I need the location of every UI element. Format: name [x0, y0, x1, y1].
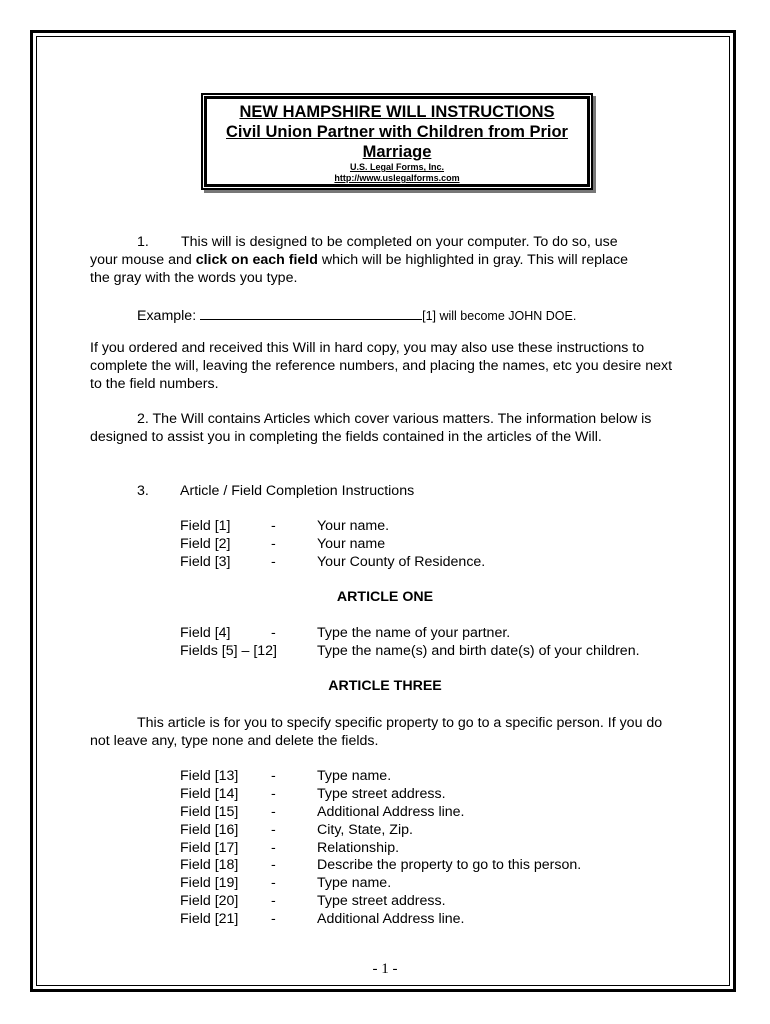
field-dash: -: [271, 786, 276, 802]
item-2-paragraph: 2. The Will contains Articles which cover various matters. The information below is designed to assist you in completing the fields contained in the articles of the Will.: [90, 411, 652, 445]
field-dash: -: [271, 804, 276, 820]
field-name: Field [2]: [180, 536, 231, 552]
document-subtitle-line2: Marriage: [362, 143, 432, 161]
field-name: Field [19]: [180, 875, 239, 891]
example-label: Example:: [137, 308, 197, 324]
article-three-heading: ARTICLE THREE: [328, 678, 442, 694]
field-dash: -: [271, 625, 276, 641]
field-name: Field [4]: [180, 625, 231, 641]
document-title: NEW HAMPSHIRE WILL INSTRUCTIONS: [239, 103, 555, 121]
field-description: Type street address.: [317, 893, 446, 909]
field-dash: -: [271, 840, 276, 856]
field-dash: -: [271, 857, 276, 873]
field-description: Type street address.: [317, 786, 446, 802]
field-name: Field [14]: [180, 786, 239, 802]
example-line: [137, 305, 576, 325]
item-1-text-b-bold: click on each field: [195, 252, 318, 268]
field-name: Field [3]: [180, 554, 231, 570]
field-description: Relationship.: [317, 840, 400, 856]
item-1-line2: [90, 251, 680, 269]
field-name: Field [17]: [180, 840, 239, 856]
field-dash: -: [271, 554, 276, 570]
document-subtitle-line1: Civil Union Partner with Children from Prior: [226, 123, 568, 141]
field-dash: -: [271, 768, 276, 784]
article-three-intro: This article is for you to specify specific property to go to a specific person. If you do not leave any, type none and delete the fields.: [90, 715, 663, 749]
hard-copy-paragraph: If you ordered and received this Will in hard copy, you may also use these instructions to complete the will, leaving the reference numbers, and placing the names, etc you desire next to the field numbers.: [90, 340, 673, 392]
field-dash: -: [271, 536, 276, 552]
field-dash: -: [271, 822, 276, 838]
field-description: Type the name(s) and birth date(s) of your children.: [317, 643, 640, 659]
field-description: Type the name of your partner.: [317, 625, 511, 641]
field-name: Field [13]: [180, 768, 239, 784]
field-name: Field [20]: [180, 893, 239, 909]
field-name: Field [18]: [180, 857, 239, 873]
field-name: Field [1]: [180, 518, 231, 534]
field-name: Field [15]: [180, 804, 239, 820]
field-name: Field [16]: [180, 822, 239, 838]
item-1-line3: the gray with the words you type.: [90, 270, 298, 286]
example-suffix: [1] will become JOHN DOE.: [422, 309, 577, 323]
item-1-number: 1.: [137, 234, 149, 250]
field-dash: -: [271, 518, 276, 534]
field-description: Type name.: [317, 768, 392, 784]
field-description: Your County of Residence.: [317, 554, 486, 570]
article-one-heading: ARTICLE ONE: [336, 589, 434, 605]
example-blank-underline: [200, 305, 422, 320]
item-1-text-a: This will is designed to be completed on your computer. To do so, use: [181, 234, 618, 250]
item-1-text-b-pre: your mouse and: [90, 252, 196, 268]
item-3-text: Article / Field Completion Instructions: [180, 483, 415, 499]
item-1-paragraph: [90, 233, 680, 287]
field-description: Additional Address line.: [317, 804, 465, 820]
title-box: [201, 93, 593, 190]
item-1-text-b-post: which will be highlighted in gray. This will replace: [317, 252, 629, 268]
item-1-line1: [90, 233, 680, 251]
field-description: Your name.: [317, 518, 390, 534]
field-name: Fields [5] – [12]: [180, 643, 277, 659]
field-description: Additional Address line.: [317, 911, 465, 927]
publisher-url: http://www.uslegalforms.com: [334, 173, 460, 183]
field-dash: -: [271, 893, 276, 909]
field-dash: -: [271, 875, 276, 891]
page-number: - 1 -: [372, 961, 398, 977]
title-box-inner: [204, 96, 590, 187]
field-name: Field [21]: [180, 911, 239, 927]
item-3-number: 3.: [137, 483, 149, 499]
field-description: Type name.: [317, 875, 392, 891]
publisher-name: U.S. Legal Forms, Inc.: [349, 162, 445, 172]
field-description: Your name: [317, 536, 386, 552]
field-description: City, State, Zip.: [317, 822, 413, 838]
field-dash: -: [271, 911, 276, 927]
field-description: Describe the property to go to this person.: [317, 857, 582, 873]
